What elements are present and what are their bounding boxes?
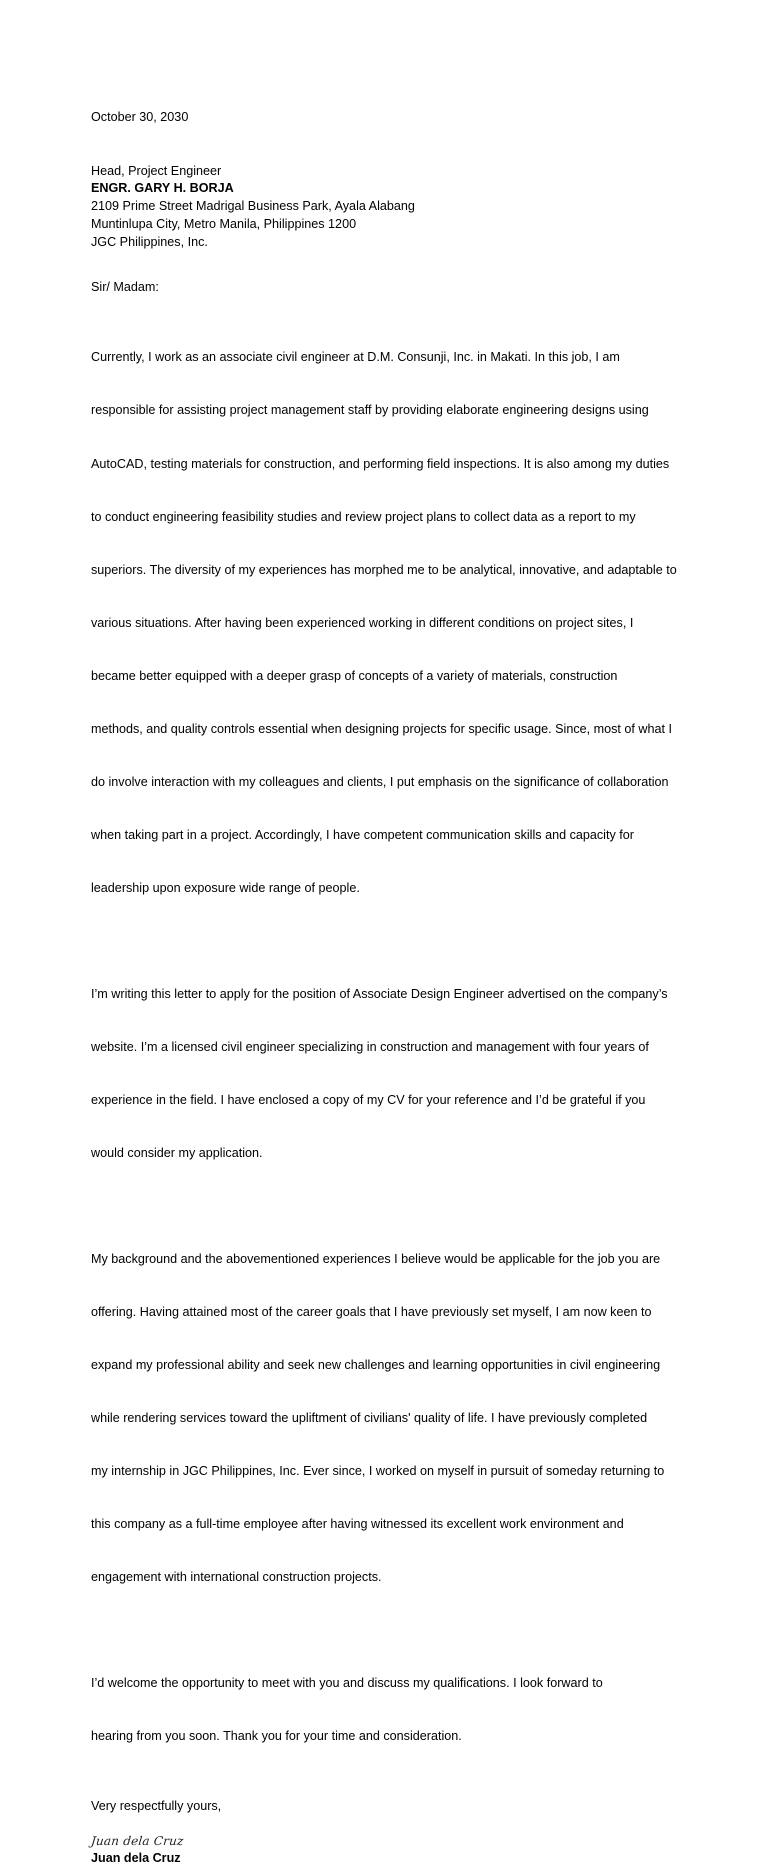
recipient-address-line1: 2109 Prime Street Madrigal Business Park, Ayala Alabang [91, 199, 415, 214]
paragraph-line: while rendering services toward the upliftment of civilians' quality of life. I have previously completed [91, 1411, 648, 1426]
paragraph-line: I’m writing this letter to apply for the position of Associate Design Engineer advertised on the company’s [91, 986, 668, 1001]
paragraph-line: Currently, I work as an associate civil engineer at D.M. Consunji, Inc. in Makati. In this job, I am [91, 350, 620, 365]
paragraph-line: do involve interaction with my colleagues and clients, I put emphasis on the significance of collaboration [91, 775, 669, 790]
paragraph-line: website. I’m a licensed civil engineer specializing in construction and management with four years of [91, 1040, 649, 1055]
paragraph-line: became better equipped with a deeper grasp of concepts of a variety of materials, construction [91, 668, 618, 683]
paragraph-line: responsible for assisting project management staff by providing elaborate engineering designs using [91, 403, 649, 418]
recipient-address-line2: Muntinlupa City, Metro Manila, Philippines 1200 [91, 216, 357, 231]
paragraph-line: experience in the field. I have enclosed a copy of my CV for your reference and I’d be grateful if you [91, 1093, 646, 1108]
paragraph-line: my internship in JGC Philippines, Inc. Ever since, I worked on myself in pursuit of someday returning to [91, 1464, 665, 1479]
body-paragraph-2 [91, 951, 691, 1199]
paragraph-line: hearing from you soon. Thank you for your time and consideration. [91, 1729, 462, 1744]
recipient-address-block [91, 163, 691, 252]
closing: Very respectfully yours, [91, 1799, 222, 1814]
paragraph-line: AutoCAD, testing materials for construction, and performing field inspections. It is also among my duties [91, 456, 670, 471]
paragraph-line: when taking part in a project. Accordingly, I have competent communication skills and capacity for [91, 828, 634, 843]
letter-page [91, 109, 691, 1868]
paragraph-line: various situations. After having been experienced working in different conditions on project sites, I [91, 615, 634, 630]
handwritten-signature: Juan dela Cruz [90, 1833, 185, 1848]
body-paragraph-3 [91, 1215, 691, 1622]
paragraph-line: superiors. The diversity of my experiences has morphed me to be analytical, innovative, and adaptable to [91, 562, 677, 577]
paragraph-line: would consider my application. [91, 1146, 263, 1161]
paragraph-line: methods, and quality controls essential when designing projects for specific usage. Since, most of what I [91, 722, 673, 737]
paragraph-line: to conduct engineering feasibility studies and review project plans to collect data as a report to my [91, 509, 636, 524]
body-paragraph-4 [91, 1640, 691, 1782]
paragraph-line: My background and the abovementioned experiences I believe would be applicable for the job you are [91, 1251, 661, 1266]
paragraph-line: engagement with international construction projects. [91, 1570, 382, 1585]
letter-date: October 30, 2030 [91, 110, 189, 124]
recipient-name: ENGR. GARY H. BORJA [91, 181, 234, 196]
recipient-company: JGC Philippines, Inc. [91, 234, 208, 249]
paragraph-line: I’d welcome the opportunity to meet with you and discuss my qualifications. I look forward to [91, 1675, 603, 1690]
paragraph-line: leadership upon exposure wide range of people. [91, 881, 360, 896]
paragraph-line: offering. Having attained most of the career goals that I have previously set myself, I am now keen to [91, 1304, 652, 1319]
paragraph-line: this company as a full-time employee after having witnessed its excellent work environment and [91, 1517, 624, 1532]
recipient-title: Head, Project Engineer [91, 163, 222, 178]
signed-name: Juan dela Cruz [91, 1850, 181, 1865]
paragraph-line: expand my professional ability and seek new challenges and learning opportunities in civil engineering [91, 1358, 661, 1372]
salutation: Sir/ Madam: [91, 280, 159, 295]
body-paragraph-1 [91, 314, 691, 934]
